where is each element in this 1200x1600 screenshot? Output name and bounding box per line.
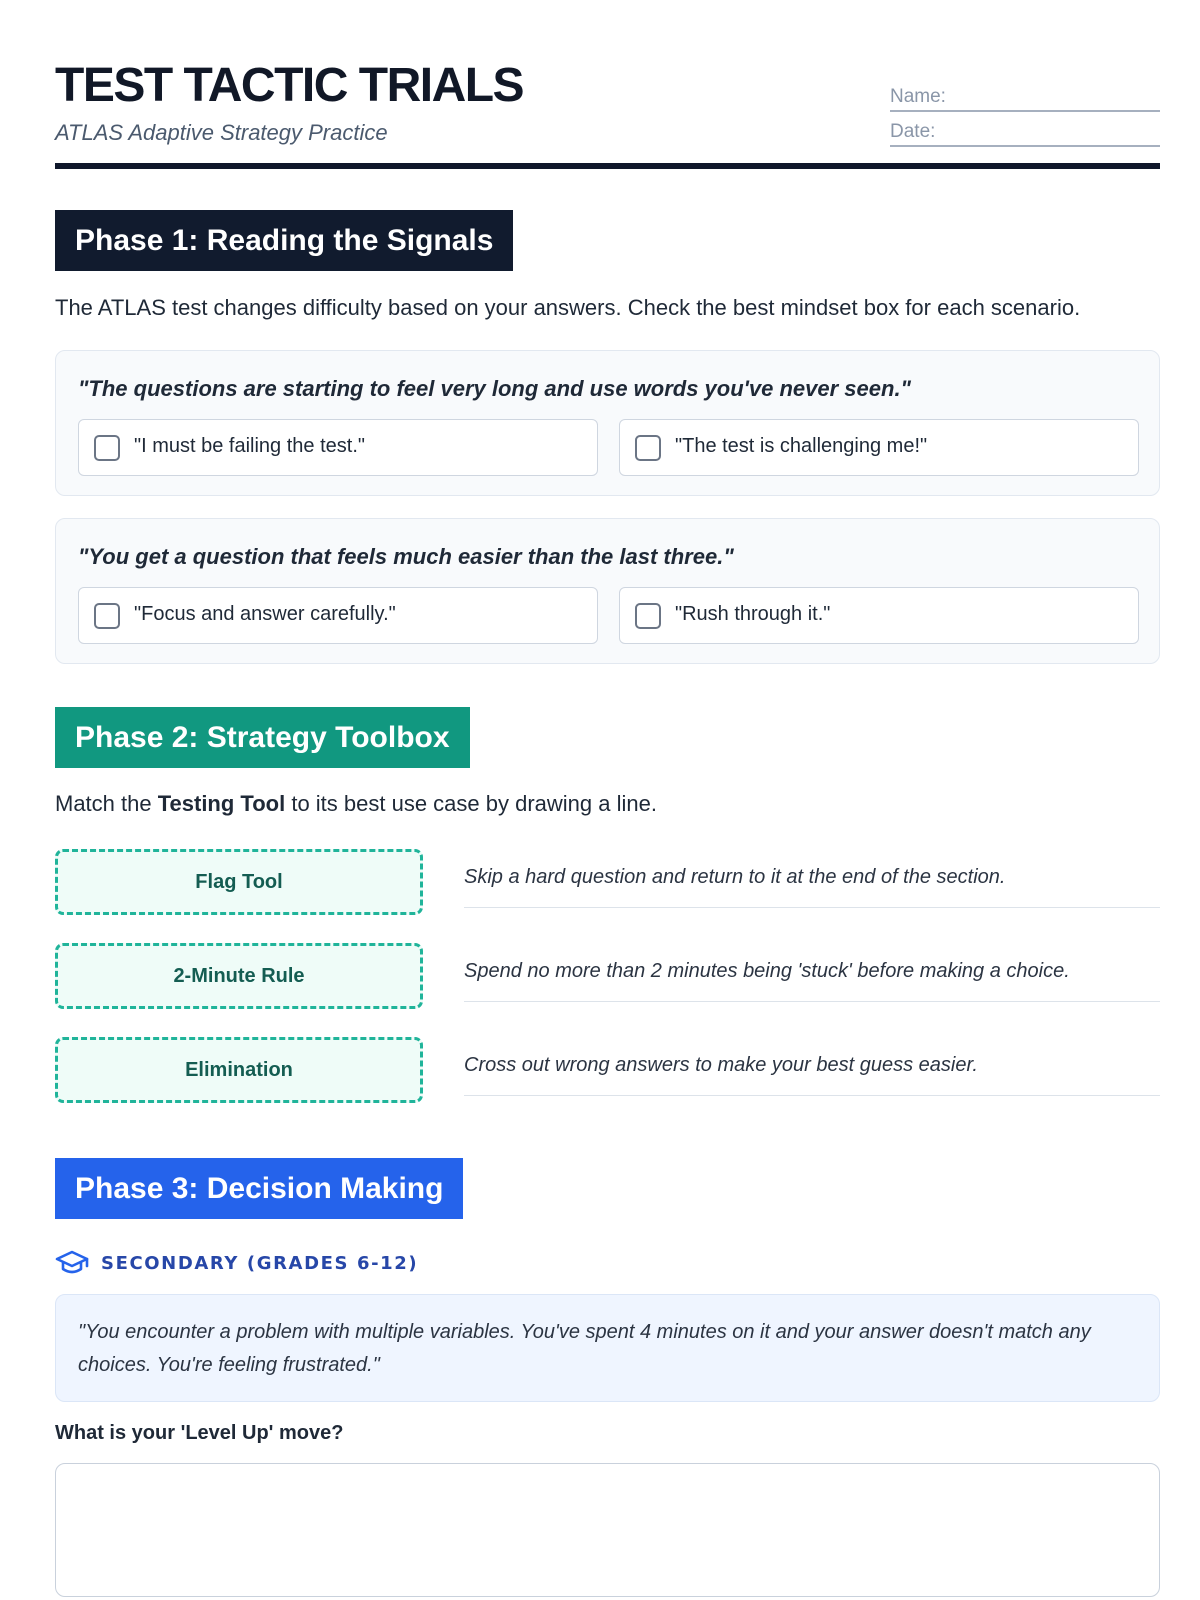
use-case-item[interactable]: Skip a hard question and return to it at the end of the section. <box>464 848 1160 908</box>
mindset-option[interactable] <box>78 419 598 476</box>
name-field[interactable] <box>890 86 1160 112</box>
option-label: "The test is challenging me!" <box>675 435 928 457</box>
use-case-item[interactable]: Spend no more than 2 minutes being 'stuck' before making a choice. <box>464 942 1160 1002</box>
name-label: Name: <box>890 86 946 107</box>
phase-1-instructions: The ATLAS test changes difficulty based on your answers. Check the best mindset box for each scenario. <box>55 295 1081 320</box>
decision-scenario: "You encounter a problem with multiple variables. You've spent 4 minutes on it and your answer doesn't match any choices. You're feeling frustrated." <box>55 1294 1160 1402</box>
mindset-option[interactable] <box>78 587 598 644</box>
option-label: "Focus and answer carefully." <box>134 603 396 625</box>
scenario-prompt: "The questions are starting to feel very long and use words you've never seen." <box>78 376 911 401</box>
intro-text: Match the <box>55 791 158 816</box>
scenario-prompt: "You get a question that feels much easier than the last three." <box>78 544 734 569</box>
grade-level-label: SECONDARY (GRADES 6-12) <box>101 1252 419 1274</box>
tool-card-2-minute-rule[interactable]: 2-Minute Rule <box>55 943 423 1009</box>
date-field[interactable] <box>890 121 1160 147</box>
phase-1-heading: Phase 1: Reading the Signals <box>55 210 513 271</box>
grade-level-tag <box>55 1249 418 1277</box>
phase-2-heading: Phase 2: Strategy Toolbox <box>55 707 470 768</box>
use-case-item[interactable]: Cross out wrong answers to make your best guess easier. <box>464 1036 1160 1096</box>
checkbox[interactable] <box>94 603 120 629</box>
page-subtitle: ATLAS Adaptive Strategy Practice <box>55 120 388 145</box>
page-title: TEST TACTIC TRIALS <box>55 59 524 112</box>
intro-bold-text: Testing Tool <box>157 791 286 816</box>
worksheet-page <box>55 0 1160 1444</box>
checkbox[interactable] <box>635 435 661 461</box>
scenario-card <box>55 350 1160 496</box>
decision-question: What is your 'Level Up' move? <box>55 1422 344 1444</box>
date-label: Date: <box>890 121 936 142</box>
tool-card-elimination[interactable]: Elimination <box>55 1037 423 1103</box>
tool-card-flag-tool[interactable]: Flag Tool <box>55 849 423 915</box>
mindset-option[interactable] <box>619 419 1139 476</box>
option-label: "I must be failing the test." <box>134 435 365 457</box>
phase-2-instructions <box>55 791 657 817</box>
intro-text: to its best use case by drawing a line. <box>285 791 657 816</box>
scenario-card <box>55 518 1160 664</box>
mindset-option[interactable] <box>619 587 1139 644</box>
option-label: "Rush through it." <box>675 603 831 625</box>
phase-3-heading: Phase 3: Decision Making <box>55 1158 463 1219</box>
answer-box[interactable] <box>55 1463 1160 1597</box>
checkbox[interactable] <box>94 435 120 461</box>
graduation-cap-icon <box>55 1250 89 1276</box>
checkbox[interactable] <box>635 603 661 629</box>
worksheet-header <box>55 0 1160 169</box>
